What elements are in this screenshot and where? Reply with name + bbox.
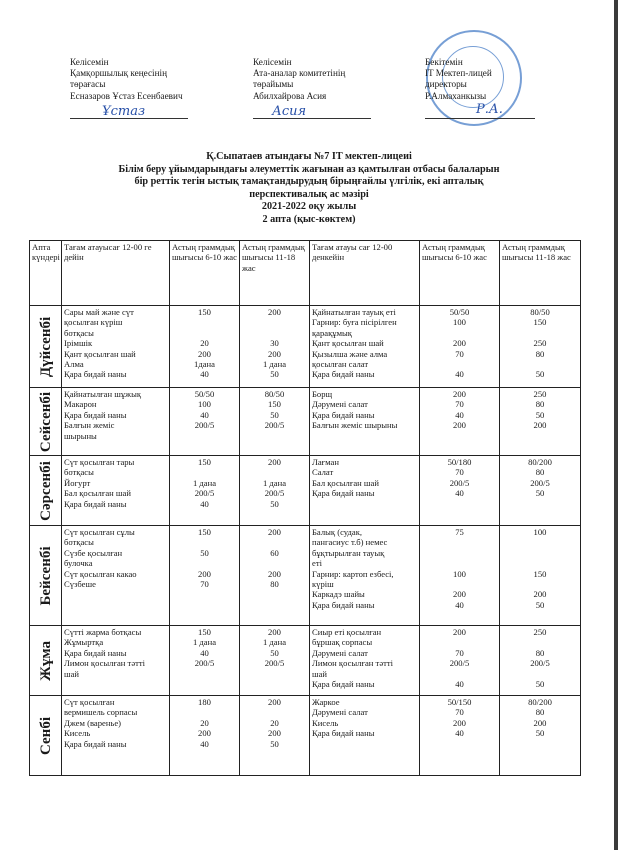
approval-line: директоры	[425, 79, 467, 90]
approval-line: Бекітемін	[425, 57, 463, 67]
cell-line: 1 дана	[262, 637, 287, 648]
cell-line: күріш	[312, 578, 334, 589]
food-list	[310, 306, 420, 388]
cell-line: 40	[200, 738, 209, 749]
header-weight-6-10: Астың граммдық шығысы 6-10 жас	[170, 241, 240, 306]
cell-line: 1 дана	[262, 358, 287, 369]
cell-line	[502, 579, 578, 589]
cell-line: 40	[455, 369, 464, 380]
cell-line: 70	[455, 647, 464, 658]
cell-line	[242, 537, 307, 547]
cell-line: Қара бидай наны	[64, 738, 127, 749]
weight-list	[170, 626, 240, 696]
cell-line: 250	[533, 338, 547, 349]
cell-line: 200/5	[264, 658, 285, 669]
cell-line: Қара бидай наны	[312, 599, 375, 610]
cell-line	[172, 669, 237, 679]
cell-line	[502, 548, 578, 558]
food-list	[310, 388, 420, 456]
cell-line	[242, 317, 307, 327]
cell-line	[502, 558, 578, 568]
cell-line: Қара бидай наны	[312, 678, 375, 689]
signature-parents: Асия	[272, 104, 307, 119]
cell-line: Дәрумені салат	[312, 707, 368, 718]
table-row	[30, 456, 581, 526]
cell-line: Сүзбеше	[64, 578, 96, 589]
cell-line: Сүт қосылған	[64, 697, 115, 707]
cell-line: Қант қосылған шай	[64, 348, 136, 359]
cell-line: қосылған салат	[312, 358, 369, 369]
cell-line: 200/5	[194, 420, 215, 431]
cell-line: Борщ	[312, 389, 333, 399]
cell-line: 50	[535, 599, 545, 610]
cell-line: Гарнир: картоп езбесі,	[312, 568, 394, 579]
food-list	[62, 696, 170, 776]
cell-line: Бал қосылған шай	[64, 488, 131, 499]
cell-line: 50	[270, 409, 279, 420]
cell-line: 1дана	[194, 358, 215, 369]
food-list	[62, 388, 170, 456]
cell-line: 80	[270, 578, 279, 589]
approval-line: төрағасы	[70, 79, 106, 90]
cell-line: 150	[533, 568, 547, 579]
cell-line: Қара бидай наны	[312, 488, 375, 499]
cell-line: 200	[268, 568, 281, 579]
cell-line: Жаркое	[312, 697, 340, 707]
cell-line: 30	[270, 338, 279, 349]
weight-list	[240, 626, 310, 696]
cell-line: Йогурт	[64, 477, 91, 488]
food-list	[62, 526, 170, 626]
cell-line: Кисель	[312, 717, 339, 728]
weight-list	[420, 696, 500, 776]
approval-line: Есназаров Ұстаз Есенбаевич	[70, 90, 183, 101]
weight-list	[240, 696, 310, 776]
cell-line: 200/5	[449, 477, 470, 488]
cell-line: бұршақ сорпасы	[312, 637, 373, 648]
weight-list	[170, 456, 240, 526]
cell-line: 40	[455, 599, 464, 610]
signature-council: Ұстаз	[102, 104, 146, 119]
cell-line: 40	[455, 728, 464, 739]
table-row	[30, 388, 581, 456]
approval-line: Ата-аналар комитетінің	[253, 68, 346, 79]
cell-line: 200	[268, 627, 281, 637]
food-list	[310, 456, 420, 526]
cell-line: Қара бидай наны	[312, 369, 375, 380]
cell-line: 200	[198, 728, 211, 739]
cell-line: Қайнатылған тауық еті	[312, 307, 396, 317]
cell-line: Қайнатылған шұжық	[64, 389, 142, 399]
cell-line: Балғын жеміс	[64, 420, 115, 431]
cell-line: 200	[198, 568, 211, 579]
header-weight-11-18: Астың граммдық шығысы 11-18 жас	[240, 241, 310, 306]
cell-line: 1 дана	[192, 477, 217, 488]
cell-line	[242, 467, 307, 477]
header-food-afternoon: Тағам атауы сағ 12-00 денкейін	[310, 241, 420, 306]
cell-line: 40	[455, 409, 464, 420]
cell-line: 80/50	[530, 307, 550, 317]
title-line: 2 апта (қыс-көктем)	[262, 213, 356, 225]
cell-line: 1 дана	[192, 637, 217, 648]
cell-line	[422, 637, 497, 647]
cell-line: 150	[268, 399, 281, 410]
cell-line	[422, 548, 497, 558]
cell-line: 80	[535, 467, 545, 478]
approval-line: төрайымы	[253, 79, 294, 90]
cell-line	[422, 558, 497, 568]
page-edge	[614, 0, 618, 850]
cell-line: Алма	[64, 358, 84, 369]
cell-line: 50/50	[449, 307, 470, 317]
cell-line: 40	[455, 488, 464, 499]
cell-line: Балғын жеміс шырыны	[312, 420, 398, 431]
cell-line: 200	[268, 348, 281, 359]
cell-line: 200	[268, 457, 281, 467]
cell-line: 200	[268, 728, 281, 739]
table-row	[30, 306, 581, 388]
weight-list	[500, 696, 581, 776]
cell-line: 200/5	[449, 658, 470, 669]
table-row	[30, 696, 581, 776]
cell-line	[242, 431, 307, 441]
cell-line: 200/5	[194, 488, 215, 499]
cell-line	[172, 431, 237, 441]
cell-line: қарақұмық	[312, 327, 352, 338]
cell-line: 80/200	[528, 697, 552, 707]
day-cell	[30, 306, 62, 388]
table-row	[30, 526, 581, 626]
cell-line: 200	[453, 389, 466, 399]
cell-line: 150	[198, 627, 211, 637]
cell-line: Қара бидай наны	[312, 728, 375, 739]
cell-line: Каркадэ шайы	[312, 589, 365, 600]
cell-line: 50	[535, 728, 545, 739]
cell-line: Қара бидай наны	[64, 369, 127, 380]
approval-line: Р.Алмаханкызы	[425, 90, 487, 101]
cell-line: 250	[533, 389, 547, 399]
weight-list	[420, 306, 500, 388]
cell-line: 200	[533, 420, 547, 431]
approval-parents	[253, 57, 345, 102]
cell-line	[502, 537, 578, 547]
cell-line: 40	[455, 678, 464, 689]
day-label: Жұма	[37, 640, 54, 681]
cell-line: 200/5	[530, 477, 550, 488]
cell-line: пангасиус т.б) немес	[312, 537, 388, 548]
cell-line: Сүт қосылған какао	[64, 568, 137, 579]
cell-line: 50	[270, 498, 279, 509]
day-label: Сенбі	[37, 716, 54, 755]
cell-line	[242, 558, 307, 568]
cell-line: 50	[535, 678, 545, 689]
approval-line: Келісемін	[253, 57, 292, 67]
title-line: Қ.Сыпатаев атындағы №7 IT мектеп-лицеиі	[206, 151, 412, 162]
food-list	[310, 696, 420, 776]
cell-line: 200	[268, 307, 281, 317]
cell-line: 180	[198, 697, 211, 707]
title-line: Білім беру ұйымдарындағы әлеуметтік жағынан аз қамтылған отбасы балаларын	[118, 163, 500, 175]
cell-line: 150	[198, 307, 211, 317]
cell-line	[502, 328, 578, 338]
day-cell	[30, 388, 62, 456]
signature-director: Р.А.	[476, 102, 503, 117]
weight-list	[240, 388, 310, 456]
day-cell	[30, 696, 62, 776]
cell-line	[422, 328, 497, 338]
weight-list	[240, 526, 310, 626]
cell-line: 150	[198, 457, 211, 467]
cell-line: Балық (судак,	[312, 527, 363, 537]
header-food-morning: Тағам атауысағ 12-00 ге дейін	[62, 241, 170, 306]
weight-list	[170, 696, 240, 776]
cell-line: 40	[200, 369, 209, 380]
cell-line: 50/180	[447, 457, 472, 467]
cell-line: Қант қосылған шай	[312, 338, 384, 349]
cell-line: Қара бидай наны	[64, 647, 127, 658]
cell-line	[422, 579, 497, 589]
title-line: бір реттік тегін ыстық тамақтандырудың бірыңғайлы үлгілік, екі апталық	[134, 176, 484, 188]
cell-line: шай	[64, 668, 80, 679]
day-label: Сәрсенбі	[37, 460, 54, 521]
cell-line	[172, 558, 237, 568]
cell-line	[242, 328, 307, 338]
cell-line: 20	[200, 717, 209, 728]
cell-line: шырыны	[64, 430, 97, 441]
cell-line: Қара бидай наны	[312, 409, 375, 420]
approval-line: Қамқоршылық кеңесінің	[70, 68, 167, 79]
cell-line: 200	[453, 338, 466, 349]
cell-line: 80/200	[528, 457, 552, 467]
cell-line: бұқтырылған тауық	[312, 547, 385, 558]
cell-line: 80/50	[264, 389, 285, 399]
table-row	[30, 626, 581, 696]
cell-line: 50	[270, 647, 279, 658]
menu-table	[29, 240, 581, 776]
cell-line: 200	[453, 420, 466, 431]
cell-line: ботқасы	[64, 537, 94, 548]
cell-line: 200/5	[264, 488, 285, 499]
cell-line: 200	[268, 697, 281, 707]
cell-line: вермишель сорпасы	[64, 707, 138, 718]
weight-list	[170, 306, 240, 388]
cell-line	[242, 707, 307, 717]
signature-line	[425, 118, 535, 119]
cell-line: 50/150	[447, 697, 472, 707]
food-list	[62, 456, 170, 526]
weight-list	[240, 456, 310, 526]
day-label: Сейсенбі	[37, 391, 54, 452]
day-cell	[30, 526, 62, 626]
title-line: перспективалық ас мәзірі	[249, 188, 369, 200]
cell-line: Лимон қосылған тәтті	[64, 658, 146, 669]
cell-line: 80	[535, 707, 545, 718]
cell-line: 75	[455, 527, 464, 537]
cell-line: 150	[533, 317, 547, 328]
weight-list	[240, 306, 310, 388]
cell-line: 150	[198, 527, 211, 537]
cell-line: 40	[200, 409, 209, 420]
cell-line	[502, 637, 578, 647]
cell-line: 60	[270, 547, 279, 558]
cell-line: 200	[198, 348, 211, 359]
cell-line: 200/5	[530, 658, 550, 669]
cell-line: Салат	[312, 467, 334, 478]
cell-line	[172, 317, 237, 327]
menu-body	[30, 306, 581, 776]
cell-line: 200	[533, 717, 547, 728]
title-line: 2021-2022 оқу жылы	[261, 201, 357, 213]
cell-line: 40	[200, 647, 209, 658]
cell-line	[502, 359, 578, 369]
cell-line: Сиыр еті қосылған	[312, 627, 382, 637]
cell-line: 100	[453, 317, 466, 328]
cell-line: 50	[200, 547, 209, 558]
cell-line: 100	[198, 399, 211, 410]
weight-list	[500, 626, 581, 696]
cell-line: 50	[270, 738, 279, 749]
cell-line: Қызылша және алма	[312, 348, 388, 359]
food-list	[310, 526, 420, 626]
food-list	[62, 306, 170, 388]
cell-line	[172, 328, 237, 338]
cell-line: Сүт қосылған тары	[64, 457, 135, 467]
header-weight-11-18: Астың граммдық шығысы 11-18 жас	[500, 241, 581, 306]
cell-line: 70	[455, 348, 464, 359]
cell-line: 200	[268, 527, 281, 537]
cell-line: 50	[535, 409, 545, 420]
weight-list	[500, 526, 581, 626]
cell-line: 50	[535, 369, 545, 380]
cell-line: 20	[200, 338, 209, 349]
cell-line: булочка	[64, 558, 93, 569]
approval-council	[70, 57, 183, 102]
cell-line: Сүтті жарма ботқасы	[64, 627, 142, 637]
cell-line: 250	[533, 627, 547, 637]
cell-line: 100	[453, 568, 466, 579]
cell-line: 70	[455, 707, 464, 718]
cell-line: 200/5	[264, 420, 285, 431]
cell-line: Жұмыртқа	[64, 637, 104, 648]
weight-list	[500, 456, 581, 526]
cell-line: Гарнир: буға пісірілген	[312, 317, 397, 328]
cell-line: Макарон	[64, 399, 97, 410]
weight-list	[420, 526, 500, 626]
cell-line: 200	[453, 717, 466, 728]
approval-director	[425, 57, 492, 102]
cell-line: 200/5	[194, 658, 215, 669]
day-cell	[30, 456, 62, 526]
cell-line: Лағман	[312, 457, 339, 467]
cell-line: 80	[535, 647, 545, 658]
cell-line: 50	[535, 488, 545, 499]
cell-line: Сүт қосылған сұлы	[64, 527, 135, 537]
cell-line	[422, 669, 497, 679]
cell-line	[172, 467, 237, 477]
cell-line: Лимон қосылған тәтті	[312, 658, 394, 669]
day-label: Бейсенбі	[37, 545, 54, 606]
cell-line: 50/50	[194, 389, 215, 399]
cell-line: Сары май және сүт	[64, 307, 134, 317]
signature-line	[253, 118, 371, 119]
cell-line	[172, 707, 237, 717]
cell-line: 50	[270, 369, 279, 380]
cell-line: Кисель	[64, 728, 91, 739]
weight-list	[420, 388, 500, 456]
approval-line: Келісемін	[70, 57, 109, 67]
approval-line: Абилхайрова Асия	[253, 90, 327, 101]
cell-line: 200	[533, 589, 547, 600]
cell-line: ботқасы	[64, 327, 94, 338]
cell-line	[172, 537, 237, 547]
cell-line: 20	[270, 717, 279, 728]
cell-line: 70	[200, 578, 209, 589]
cell-line: 200	[453, 589, 466, 600]
day-cell	[30, 626, 62, 696]
document-title	[70, 151, 548, 227]
header-weight-6-10: Астың граммдық шығысы 6-10 жас	[420, 241, 500, 306]
weight-list	[420, 456, 500, 526]
day-label: Дүйсенбі	[37, 316, 54, 377]
weight-list	[170, 388, 240, 456]
cell-line: 80	[535, 399, 545, 410]
cell-line: 200	[453, 627, 466, 637]
weight-list	[420, 626, 500, 696]
weight-list	[500, 306, 581, 388]
cell-line: Сүзбе қосылған	[64, 547, 123, 558]
cell-line	[502, 669, 578, 679]
header-day: Апта күндері	[30, 241, 62, 306]
cell-line: Дәрумені салат	[312, 647, 368, 658]
weight-list	[500, 388, 581, 456]
cell-line: Қара бидай наны	[64, 409, 127, 420]
table-header-row	[30, 241, 581, 306]
cell-line: 40	[200, 498, 209, 509]
cell-line: қосылған күріш	[64, 317, 123, 328]
cell-line: 1 дана	[262, 477, 287, 488]
approval-line: IT Мектеп-лицей	[425, 68, 492, 79]
cell-line	[422, 359, 497, 369]
cell-line: 70	[455, 467, 464, 478]
food-list	[310, 626, 420, 696]
cell-line: 80	[535, 348, 545, 359]
cell-line: Джем (варенье)	[64, 717, 122, 728]
cell-line: 100	[533, 527, 547, 537]
weight-list	[170, 526, 240, 626]
cell-line: шай	[312, 668, 328, 679]
cell-line: Бал қосылған шай	[312, 477, 379, 488]
cell-line	[422, 537, 497, 547]
cell-line	[242, 669, 307, 679]
cell-line: Қара бидай наны	[64, 498, 127, 509]
cell-line: еті	[312, 558, 322, 569]
cell-line: Дәрумені салат	[312, 399, 368, 410]
cell-line: Ірімшік	[64, 338, 93, 349]
food-list	[62, 626, 170, 696]
cell-line: 70	[455, 399, 464, 410]
cell-line: ботқасы	[64, 467, 94, 478]
